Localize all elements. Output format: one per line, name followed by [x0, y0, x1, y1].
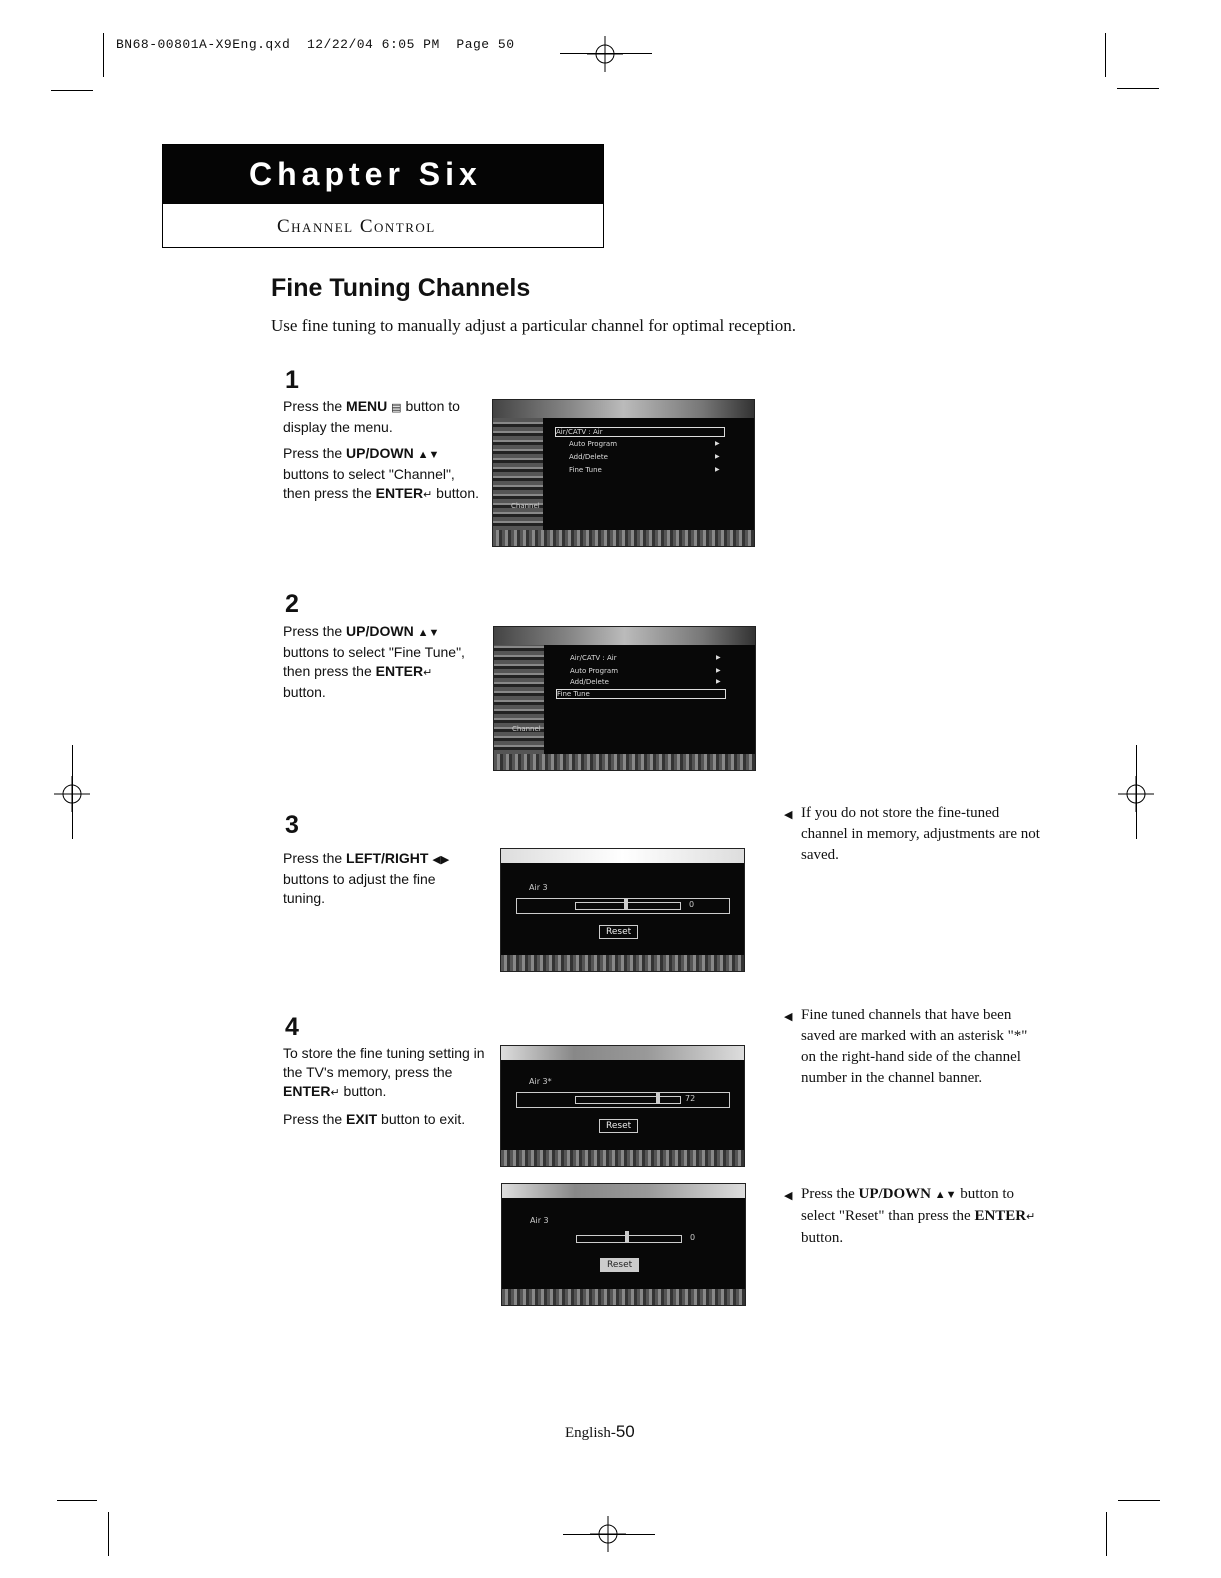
menu-item-fine-tune: Fine Tune [556, 689, 726, 699]
step-3-text: Press the LEFT/RIGHT ◀▶ buttons to adjust the fine tuning. [283, 850, 450, 906]
footer-prefix: English- [565, 1425, 616, 1441]
slug-page-label: Page [456, 37, 490, 52]
left-right-arrow-icon: ◀▶ [432, 854, 450, 866]
fine-tune-stored-screen [500, 1045, 745, 1167]
enter-key-icon: ↵ [423, 489, 433, 501]
screen-title-bar [493, 400, 754, 418]
reset-button: Reset [599, 925, 638, 939]
slug-line [116, 37, 515, 52]
registration-mark-icon [587, 36, 623, 72]
screen-help-bar [502, 1289, 745, 1305]
step-number: 1 [285, 366, 299, 394]
screen-title-bar [501, 849, 744, 863]
slider-track [575, 1096, 681, 1104]
slider-knob [656, 1092, 660, 1104]
menu-item-auto-program: Auto Program [569, 440, 618, 448]
crop-mark [1105, 33, 1106, 77]
step-number: 2 [285, 590, 299, 618]
channel-label: Air 3 [530, 1216, 549, 1225]
footer-page-number: 50 [615, 1422, 635, 1441]
screen-help-bar [493, 530, 754, 546]
menu-screen-fine-tune [493, 626, 756, 771]
slider-value: 72 [685, 1094, 696, 1103]
screen-side-menu [494, 645, 544, 754]
slider-track [576, 1235, 682, 1243]
screen-side-label: Channel [511, 502, 540, 510]
slug-page-number: 50 [497, 37, 515, 52]
enter-key-icon: ↵ [330, 1087, 340, 1099]
crop-mark [103, 33, 104, 77]
right-arrow-icon: ▶ [716, 654, 721, 661]
page-footer [565, 1422, 635, 1442]
menu-item-add-delete: Add/Delete [569, 453, 608, 461]
up-down-arrow-icon: ▲▼ [417, 627, 440, 639]
chapter-title: Chapter Six [163, 145, 603, 204]
menu-screen-channel [492, 399, 755, 547]
note-reset: ◀ Press the UP/DOWN ▲▼ button to select "Reset" than press the ENTER↵ button. [784, 1186, 1036, 1246]
slider-knob [624, 898, 628, 910]
fine-tune-screen [500, 848, 745, 972]
slug-time: 6:05 PM [381, 37, 440, 52]
crop-mark [1106, 1512, 1107, 1556]
step-1-text: Press the MENU ▤ button to display the menu. Press the UP/DOWN ▲▼ buttons to select "Channel", then press the ENTER↵ button. [283, 397, 483, 512]
menu-item-fine-tune: Fine Tune [569, 466, 602, 474]
channel-label: Air 3* [529, 1077, 552, 1086]
slider-track [575, 902, 681, 910]
crop-mark [108, 1512, 109, 1556]
screen-side-menu [493, 418, 543, 530]
fine-tune-reset-screen [501, 1183, 746, 1306]
screen-help-bar [501, 1150, 744, 1166]
menu-item-air-catv: Air/CATV : Air [555, 427, 725, 437]
menu-key-icon: ▤ [391, 402, 402, 414]
step-number: 4 [285, 1013, 299, 1041]
crop-mark [563, 1534, 655, 1535]
slug-date: 12/22/04 [306, 37, 374, 52]
screen-title-bar [494, 627, 755, 645]
chapter-subtitle: Channel Control [277, 216, 436, 237]
slider-value: 0 [689, 900, 695, 909]
section-intro: Use fine tuning to manually adjust a particular channel for optimal reception. [271, 316, 796, 335]
screen-side-label: Channel [512, 725, 541, 733]
step-4-text: To store the fine tuning setting in the TV's memory, press the ENTER↵ button. Press the EXIT button to exit. [283, 1045, 485, 1127]
note-not-stored: ◀ If you do not store the fine-tuned channel in memory, adjustments are not saved. [784, 805, 1040, 863]
step-number: 3 [285, 811, 299, 839]
up-down-arrow-icon: ▲▼ [934, 1189, 957, 1201]
note-arrow-icon: ◀ [784, 1011, 793, 1023]
menu-item-add-delete: Add/Delete [570, 678, 609, 686]
right-arrow-icon: ▶ [715, 466, 720, 473]
right-arrow-icon: ▶ [716, 678, 721, 685]
slider-value: 0 [690, 1233, 696, 1242]
note-asterisk: ◀ Fine tuned channels that have been saved are marked with an asterisk "*" on the right-hand side of the channel number in the channel banner. [784, 1007, 1028, 1086]
section-title: Fine Tuning Channels [271, 274, 531, 302]
crop-mark [57, 1500, 97, 1501]
enter-key-icon: ↵ [1026, 1211, 1036, 1223]
note-arrow-icon: ◀ [784, 1190, 793, 1202]
right-arrow-icon: ▶ [716, 667, 721, 674]
crop-mark [51, 90, 93, 91]
screen-help-bar [501, 955, 744, 971]
step-2-text: Press the UP/DOWN ▲▼ buttons to select "Fine Tune", then press the ENTER↵ button. [283, 623, 465, 700]
menu-item-auto-program: Auto Program [570, 667, 619, 675]
reset-button: Reset [599, 1119, 638, 1133]
crop-mark [1118, 1500, 1160, 1501]
screen-title-bar [501, 1046, 744, 1060]
screen-title-bar [502, 1184, 745, 1198]
reset-button: Reset [600, 1258, 639, 1272]
right-arrow-icon: ▶ [715, 453, 720, 460]
crop-mark [72, 745, 73, 839]
chapter-header [162, 144, 604, 248]
note-arrow-icon: ◀ [784, 809, 793, 821]
up-down-arrow-icon: ▲▼ [417, 449, 440, 461]
crop-mark [1117, 88, 1159, 89]
screen-help-bar [494, 754, 755, 770]
enter-key-icon: ↵ [423, 667, 433, 679]
right-arrow-icon: ▶ [715, 440, 720, 447]
menu-item-air-catv: Air/CATV : Air [570, 654, 617, 662]
slug-file: BN68-00801A-X9Eng.qxd [116, 37, 291, 52]
channel-label: Air 3 [529, 883, 548, 892]
slider-knob [625, 1231, 629, 1243]
crop-mark [1136, 745, 1137, 839]
